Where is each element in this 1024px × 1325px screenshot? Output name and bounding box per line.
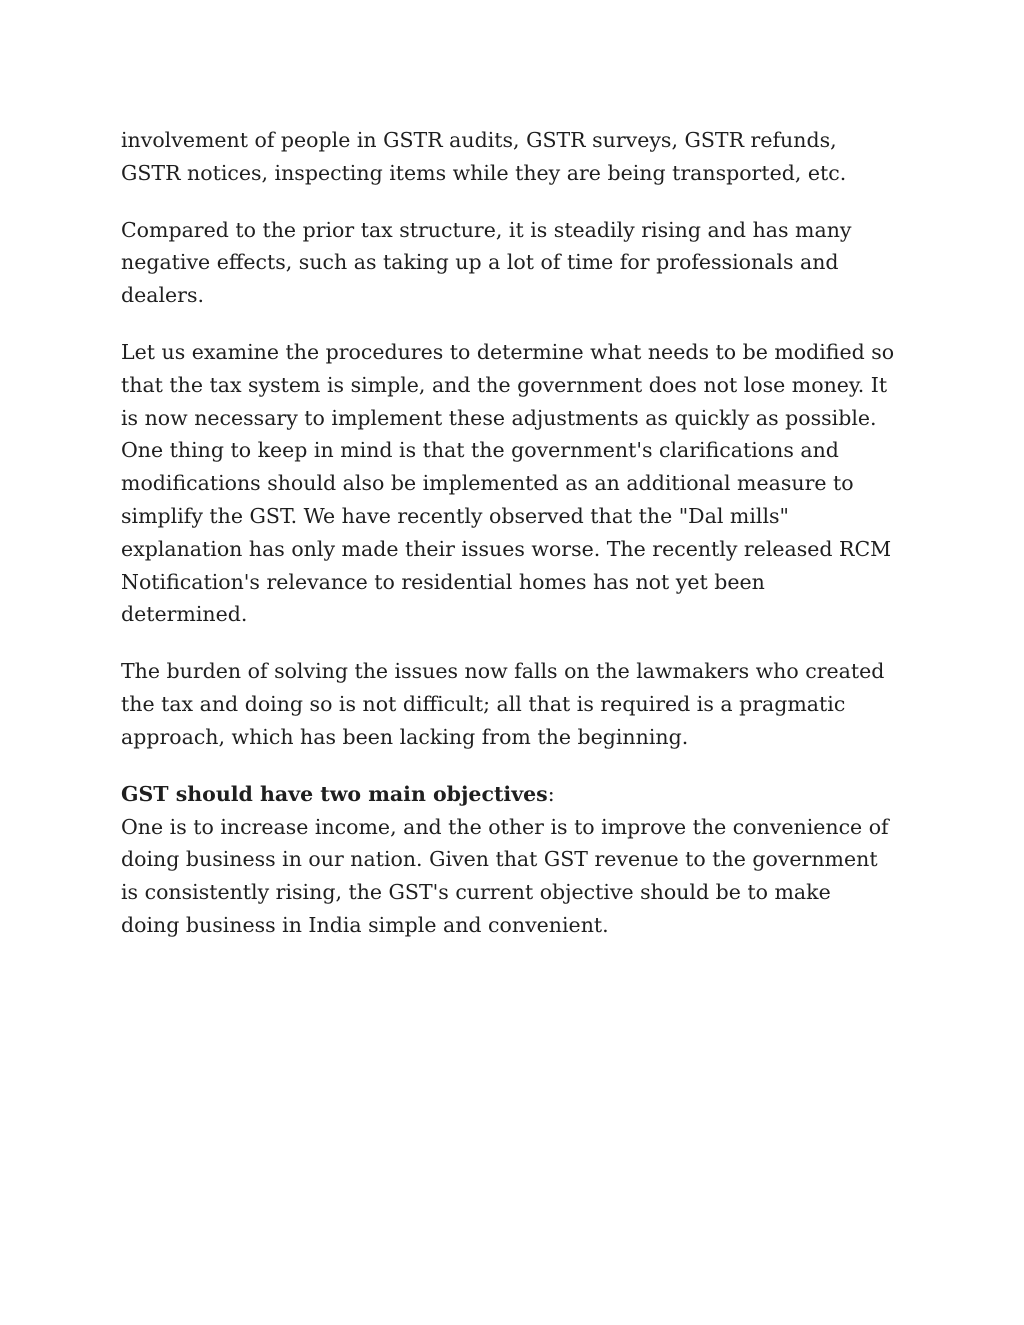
document-page [121, 124, 911, 966]
paragraph-prior-tax-comparison: Compared to the prior tax structure, it is steadily rising and has many negative effects, such as taking up a lot of time for professionals and dealers. [121, 217, 852, 308]
section-heading-colon: : [547, 781, 555, 806]
section-heading-text: GST should have two main objectives [121, 781, 548, 806]
paragraph-objectives: One is to increase income, and the other is to improve the convenience of doing business in our nation. Given that GST revenue to the government is consistently rising, the GST's current objective should be to make doing business in India simple and convenient. [121, 814, 889, 937]
paragraph-gstr-involvement: involvement of people in GSTR audits, GSTR surveys, GSTR refunds, GSTR notices, inspecting items while they are being transported, etc. [121, 128, 847, 185]
paragraph-procedures-examination: Let us examine the procedures to determine what needs to be modified so that the tax system is simple, and the government does not lose money. It is now necessary to implement these adjustments as quickly as possible. One thing to keep in mind is that the government's clarifications and modifications should also be implemented as an additional measure to simplify the GST. We have recently observed that the "Dal mills" explanation has only made their issues worse. The recently released RCM Notification's relevance to residential homes has not yet been determined. [121, 339, 895, 627]
section-heading-objectives [121, 778, 911, 810]
paragraph-lawmakers-burden: The burden of solving the issues now falls on the lawmakers who created the tax and doing so is not difficult; all that is required is a pragmatic approach, which has been lacking from the beginning. [121, 659, 885, 749]
